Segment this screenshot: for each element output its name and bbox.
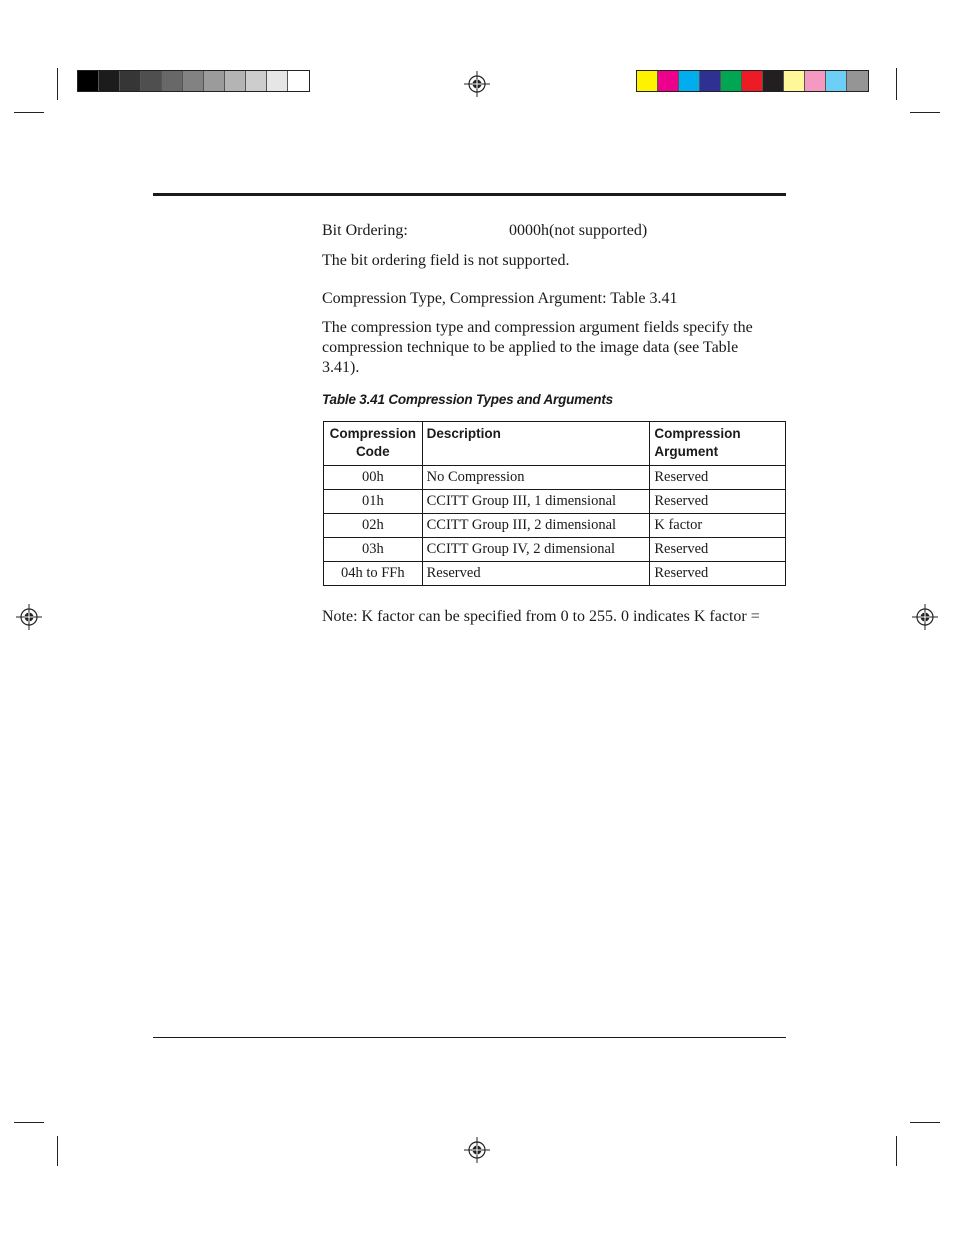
color-swatch xyxy=(826,71,847,91)
gray-swatch xyxy=(246,71,267,91)
cell-description: CCITT Group IV, 2 dimensional xyxy=(422,538,650,562)
header-description: Description xyxy=(422,422,650,466)
color-swatch xyxy=(847,71,868,91)
footer-rule xyxy=(153,1037,786,1038)
compression-heading: Compression Type, Compression Argument: Table 3.41 xyxy=(322,290,678,307)
registration-mark-left-icon xyxy=(16,604,42,630)
registration-mark-right-icon xyxy=(912,604,938,630)
cell-description: Reserved xyxy=(422,562,650,586)
cell-argument: Reserved xyxy=(650,538,786,562)
cell-description: No Compression xyxy=(422,466,650,490)
color-swatch xyxy=(700,71,721,91)
table-row xyxy=(324,514,786,538)
cell-code: 02h xyxy=(324,514,423,538)
color-swatch xyxy=(637,71,658,91)
header-compression-code: Compression Code xyxy=(324,422,423,466)
header-compression-argument: Compression Argument xyxy=(650,422,786,466)
cell-code: 04h to FFh xyxy=(324,562,423,586)
cell-description: CCITT Group III, 1 dimensional xyxy=(422,490,650,514)
color-swatch xyxy=(784,71,805,91)
cell-argument: Reserved xyxy=(650,466,786,490)
gray-swatch xyxy=(204,71,225,91)
table-row xyxy=(324,538,786,562)
color-swatch xyxy=(658,71,679,91)
color-swatch xyxy=(742,71,763,91)
table-caption: Table 3.41 Compression Types and Arguments xyxy=(322,392,613,407)
gray-swatch xyxy=(288,71,309,91)
compression-types-table xyxy=(323,421,786,586)
cell-code: 01h xyxy=(324,490,423,514)
color-swatch xyxy=(721,71,742,91)
table-header-row xyxy=(324,422,786,466)
process-color-bar xyxy=(636,70,869,92)
gray-swatch xyxy=(78,71,99,91)
k-factor-note: Note: K factor can be specified from 0 to 255. 0 indicates K factor = xyxy=(322,608,760,625)
color-swatch xyxy=(805,71,826,91)
color-swatch xyxy=(763,71,784,91)
cell-argument: Reserved xyxy=(650,490,786,514)
table-row xyxy=(324,490,786,514)
gray-swatch xyxy=(141,71,162,91)
gray-swatch xyxy=(162,71,183,91)
table-row xyxy=(324,562,786,586)
bit-ordering-label: Bit Ordering: xyxy=(322,222,408,239)
cell-code: 03h xyxy=(324,538,423,562)
cell-argument: K factor xyxy=(650,514,786,538)
cell-code: 00h xyxy=(324,466,423,490)
gray-swatch xyxy=(99,71,120,91)
header-rule xyxy=(153,193,786,196)
color-swatch xyxy=(679,71,700,91)
gray-swatch xyxy=(267,71,288,91)
cell-description: CCITT Group III, 2 dimensional xyxy=(422,514,650,538)
bit-ordering-value: 0000h(not supported) xyxy=(509,222,648,239)
gray-swatch xyxy=(225,71,246,91)
compression-description: The compression type and compression argument fields specify the compression technique to be applied to the image data (see Table 3.41). xyxy=(322,319,753,376)
gray-swatch xyxy=(120,71,141,91)
cell-argument: Reserved xyxy=(650,562,786,586)
registration-mark-bottom-icon xyxy=(464,1137,490,1163)
gray-swatch xyxy=(183,71,204,91)
bit-ordering-description: The bit ordering field is not supported. xyxy=(322,252,570,269)
registration-mark-top-icon xyxy=(464,71,490,97)
grayscale-color-bar xyxy=(77,70,310,92)
table-row xyxy=(324,466,786,490)
